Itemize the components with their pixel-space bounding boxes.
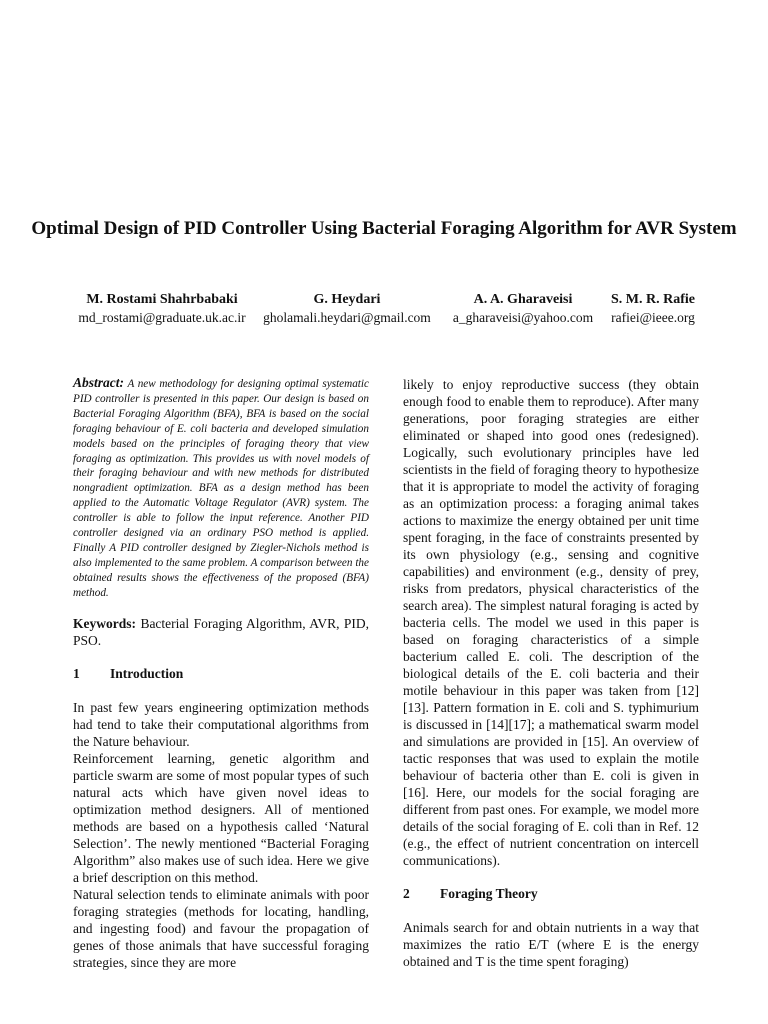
paragraph: Animals search for and obtain nutrients in a way that maximizes the ratio E/T (where E is the energy obtained and T is the time spent foraging) <box>403 920 699 969</box>
author-block <box>62 292 262 326</box>
author-block <box>603 292 703 326</box>
paragraph: In past few years engineering optimization methods had tend to take their computational algorithms from the Nature behaviour. <box>73 699 369 749</box>
keywords-heading: Keywords: <box>73 615 136 631</box>
section-number: 1 <box>73 665 80 681</box>
paper-title: Optimal Design of PID Controller Using Bacterial Foraging Algorithm for AVR System <box>31 218 737 239</box>
keywords-text: Bacterial Foraging Algorithm, AVR, PID, PSO. <box>73 615 370 648</box>
section-heading <box>73 665 369 682</box>
keywords <box>73 615 369 649</box>
section-title: Introduction <box>110 665 184 681</box>
author-email: md_rostami@graduate.uk.ac.ir <box>78 310 246 325</box>
abstract-text: A new methodology for designing optimal systematic PID controller is presented in this paper. Our design is based on Bacterial Foraging Algorithm (BFA), BFA is based on the social foraging behaviour of E. coli bacteria and developed simulation models based on the principles of foraging theory that view foraging as optimization. This provides us with novel models of their foraging behaviour and with new methods for distributed nongradient optimization. BFA as a design method has been applied to the Automatic Voltage Regulator (AVR) system. The controller is able to follow the input reference. Another PID controller designed via an ordinary PSO method is applied. Finally A PID controller designed by Ziegler-Nichols method is also implemented to the same problem. A comparison between the obtained results shows the effectiveness of the proposed (BFA) method. <box>73 378 369 599</box>
right-column <box>403 376 699 970</box>
abstract-heading: Abstract: <box>73 375 125 390</box>
author-name: M. Rostami Shahrbabaki <box>86 292 238 307</box>
paragraph: likely to enjoy reproductive success (they obtain enough food to enable them to reproduce). After many generations, poor foraging strategies are either eliminated or shaped into good ones (redesigned). Logically, such evolutionary principles have led scientists in the field of foraging theory to hypothesize that it is appropriate to model the activity of foraging as an optimization process: a foraging animal takes actions to maximize the energy obtained per unit time spent foraging, in the face of constraints presented by its own physiology (e.g., sensing and cognitive capabilities) and environment (e.g., density of prey, risks from predators, physical characteristics of the search area). The simplest natural foraging is acted by bacteria cells. The model we used in this paper is based on foraging characteristics of a simple bacterium called E. coli. The description of the biological details of the E. coli bacteria and their motile behaviour in this paper was taken from [12][13]. Pattern formation in E. coli and S. typhimurium is discussed in [14][17]; a mathematical swarm model and simulations are provided in [15]. An overview of tactic responses that was used to explain the motile behaviour of bacteria other than E. coli is given in [16]. Here, our models for the social foraging are different from past ones. For example, we model more details of the social foraging of E. coli than in Ref. 12 (e.g., the effect of nutrient concentration on intercell communications). <box>403 377 699 868</box>
author-email: a_gharaveisi@yahoo.com <box>452 310 594 325</box>
section-heading <box>403 885 699 902</box>
paragraph: Natural selection tends to eliminate animals with poor foraging strategies (methods for locating, handling, and ingesting food) and favour the propagation of genes of those animals that have successful foraging strategies, since they are more <box>73 886 369 970</box>
paragraph: Reinforcement learning, genetic algorithm and particle swarm are some of most popular types of such natural acts which have given novel ideas to optimization method designers. All of mentioned methods are based on a hypothesis called ‘Natural Selection’. The newly mentioned “Bacterial Foraging Algorithm” also makes use of such idea. Here we give a brief description on this method. <box>73 750 369 885</box>
left-column <box>73 376 369 971</box>
author-name: A. A. Gharaveisi <box>473 292 573 307</box>
author-name: S. M. R. Rafie <box>611 292 695 307</box>
author-block <box>257 292 437 326</box>
author-block <box>444 292 602 326</box>
author-email: gholamali.heydari@gmail.com <box>263 310 431 325</box>
abstract <box>73 376 369 601</box>
author-name: G. Heydari <box>313 292 381 307</box>
section-title: Foraging Theory <box>440 886 538 901</box>
author-email: rafiei@ieee.org <box>611 310 695 325</box>
section-number: 2 <box>403 886 410 901</box>
